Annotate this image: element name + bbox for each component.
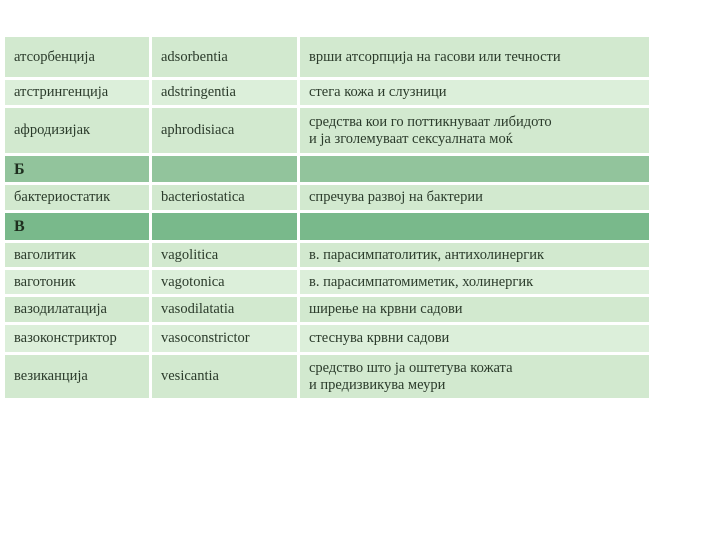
definition-cell: средство што ја оштетува кожата и предизвикува меури (300, 355, 649, 398)
definition-cell: в. парасимпатолитик, антихолинергик (300, 243, 649, 267)
latin-cell: vagolitica (152, 243, 297, 267)
letter-heading: В (5, 213, 149, 240)
table-row (5, 80, 652, 105)
definition-cell: в. парасимпатомиметик, холинергик (300, 270, 649, 294)
term-cell: атсорбенција (5, 37, 149, 77)
term-cell: ваголитик (5, 243, 149, 267)
latin-cell (152, 213, 297, 240)
table-row (5, 297, 652, 322)
table-row (5, 325, 652, 352)
term-cell: бактериостатик (5, 185, 149, 210)
letter-heading: Б (5, 156, 149, 182)
letter-header-row (5, 156, 652, 182)
table-row (5, 37, 652, 77)
term-cell: атстрингенција (5, 80, 149, 105)
definition-cell: стега кожа и слузници (300, 80, 649, 105)
term-cell: афродизијак (5, 108, 149, 153)
latin-cell: bacteriostatica (152, 185, 297, 210)
definition-cell: врши атсорпција на гасови или течности (300, 37, 649, 77)
latin-cell (152, 156, 297, 182)
latin-cell: vasodilatatia (152, 297, 297, 322)
term-cell: везиканција (5, 355, 149, 398)
table-row (5, 270, 652, 294)
latin-cell: adstringentia (152, 80, 297, 105)
latin-cell: vasoconstrictor (152, 325, 297, 352)
term-cell: вазоконстриктор (5, 325, 149, 352)
term-cell: вазодилатација (5, 297, 149, 322)
latin-cell: vesicantia (152, 355, 297, 398)
letter-header-row (5, 213, 652, 240)
definition-cell: спречува развој на бактерии (300, 185, 649, 210)
definition-cell: ширење на крвни садови (300, 297, 649, 322)
definition-cell: средства кои го поттикнуваат либидото и ја зголемуваат сексуалната моќ (300, 108, 649, 153)
latin-cell: vagotonica (152, 270, 297, 294)
table-row (5, 108, 652, 153)
glossary-table (5, 37, 652, 401)
term-cell: ваготоник (5, 270, 149, 294)
table-row (5, 185, 652, 210)
definition-cell (300, 156, 649, 182)
latin-cell: adsorbentia (152, 37, 297, 77)
definition-cell: стеснува крвни садови (300, 325, 649, 352)
table-row (5, 355, 652, 398)
latin-cell: aphrodisiaca (152, 108, 297, 153)
definition-cell (300, 213, 649, 240)
table-row (5, 243, 652, 267)
